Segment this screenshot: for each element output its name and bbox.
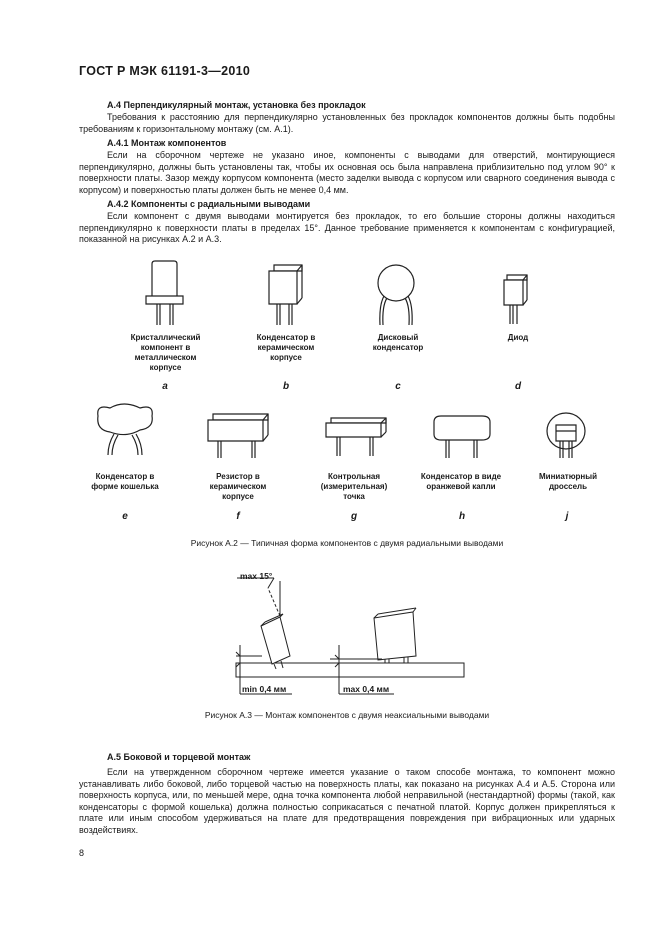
caption-ceramic-capacitor: Конденсатор в керамическом корпусе: [256, 333, 316, 362]
caption-test-point: Контрольная (измерительная) точка: [320, 472, 388, 501]
figure-a3-caption: Рисунок А.3 — Монтаж компонентов с двумя неаксиальными выводами: [204, 710, 490, 720]
label-max-angle: max 15°: [240, 571, 273, 581]
caption-purse-capacitor: Конденсатор в форме кошелька: [91, 472, 159, 491]
label-max-gap: max 0,4 мм: [343, 684, 390, 694]
letter-h: h: [458, 511, 466, 522]
section-a4-heading: А.4 Перпендикулярный монтаж, установка без прокладок: [107, 100, 366, 110]
letter-g: g: [350, 511, 358, 522]
caption-ceramic-resistor: Резистор в керамическом корпусе: [209, 472, 267, 501]
section-a5-paragraph: Если на утвержденном сборочном чертеже имеется указание о таком способе монтажа, то компонент можно устанавливать либо боковой, либо торцевой частью на поверхность платы, как показано на рисунках А.4 и А.5. Сторона или поверхность корпуса, или, по меньшей мере, одна точка компонента любой неправильной (нестандартной) формы (такой, как конденсаторы с формой кошелька) должна полностью соприкасаться с печатной платой. Корпус должен прикрепляться к плате или иным способом удерживаться на плате для предотвращения повреждения при вибрационных или ударных воздействиях.: [79, 767, 615, 835]
document-header: ГОСТ Р МЭК 61191-3—2010: [79, 64, 251, 78]
caption-diode: Диод: [507, 333, 529, 342]
caption-miniature-choke: Миниатюрный дроссель: [539, 472, 597, 491]
letter-c: c: [395, 381, 401, 392]
page-number: 8: [79, 848, 85, 858]
caption-orange-drop-capacitor: Конденсатор в виде оранжевой капли: [420, 472, 502, 491]
caption-crystal-component: Кристаллический компонент в металлическом корпусе: [130, 333, 201, 372]
letter-f: f: [236, 511, 240, 522]
letter-d: d: [514, 381, 522, 392]
letter-e: e: [122, 511, 128, 522]
figure-a2-caption: Рисунок А.2 — Типичная форма компонентов с двумя радиальными выводами: [190, 538, 504, 548]
section-a5-heading: А.5 Боковой и торцевой монтаж: [107, 752, 251, 762]
section-a41-heading: А.4.1 Монтаж компонентов: [107, 138, 227, 148]
section-a42-heading: А.4.2 Компоненты с радиальными выводами: [107, 199, 311, 209]
letter-j: j: [565, 511, 569, 522]
section-a41-paragraph: Если на сборочном чертеже не указано иное, компоненты с выводами для отверстий, монтирующиеся перпендикулярно, должны быть установлены так, чтобы их основная ось была направлена приблизительно под углом 90° к поверхности платы. Зазор между корпусом компонента (место заделки вывода с корпусом или сварного соединения вывода с корпусом) и поверхностью платы должен быть не менее 0,4 мм.: [79, 150, 615, 195]
label-min-gap: min 0,4 мм: [242, 684, 287, 694]
letter-b: b: [282, 381, 290, 392]
caption-disc-capacitor: Дисковый конденсатор: [372, 333, 424, 352]
section-a42-paragraph: Если компонент с двумя выводами монтируется без прокладок, то его большие стороны должны находиться перпендикулярно к поверхности платы в пределах 15°. Данное требование применяется к компонентам с конфигурацией, показанной на рисунках А.2 и А.3.: [79, 211, 615, 245]
section-a4-paragraph: Требования к расстоянию для перпендикулярно установленных без прокладок компонентов должны быть подобны требованиям к горизонтальному монтажу (см. А.1).: [79, 112, 615, 134]
letter-a: a: [162, 381, 168, 392]
